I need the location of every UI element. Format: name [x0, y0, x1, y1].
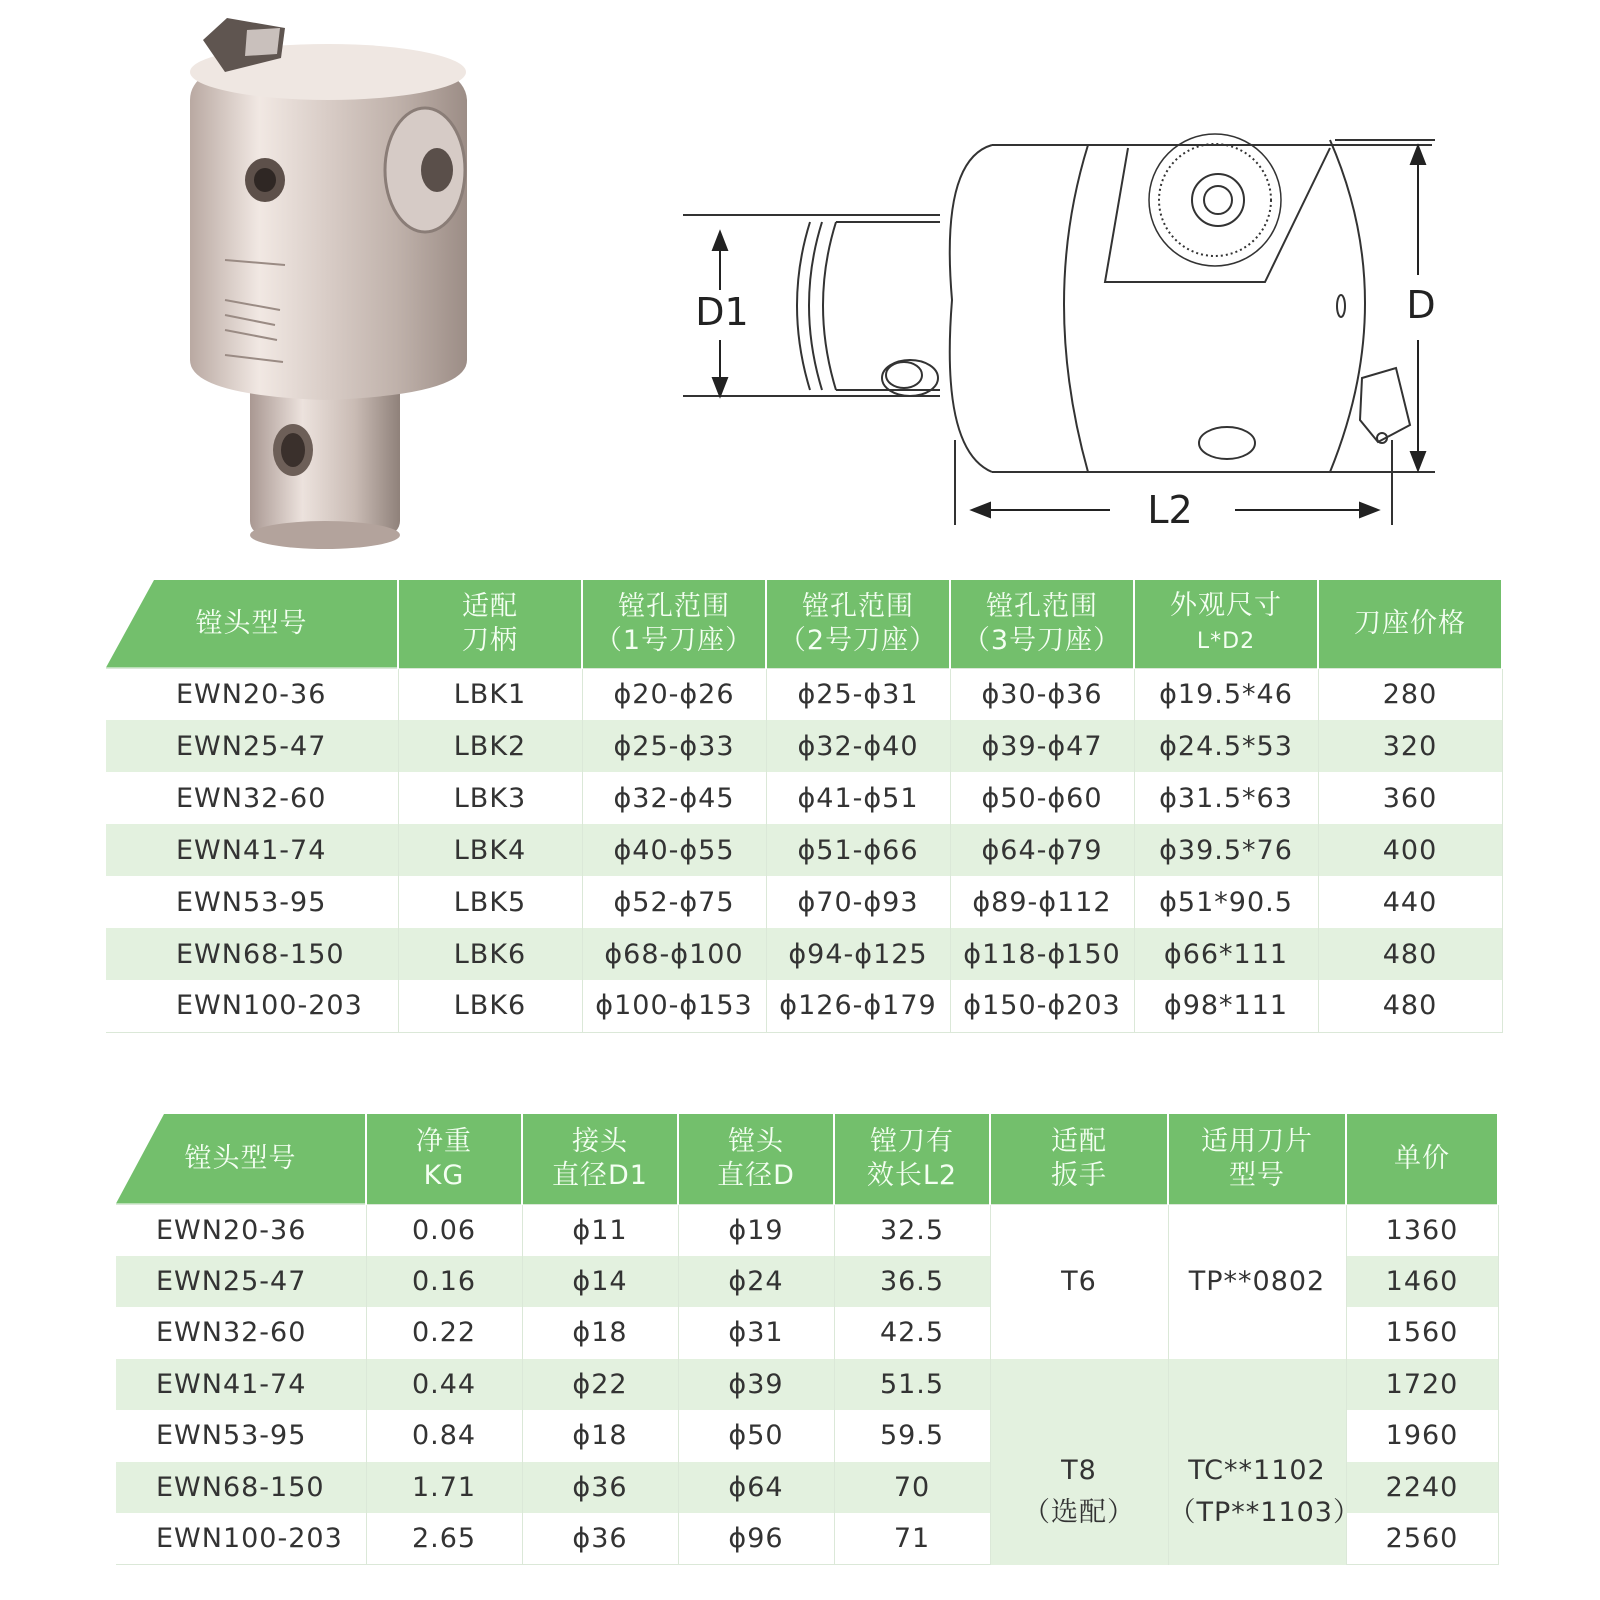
table1-header-range1: 镗孔范围 （1号刀座） — [582, 580, 766, 668]
cell-l2: 42.5 — [834, 1307, 990, 1359]
cell-d1: ϕ14 — [522, 1256, 678, 1308]
table1-header-range3: 镗孔范围 （3号刀座） — [950, 580, 1134, 668]
table2-header-unit-price: 单价 — [1346, 1114, 1498, 1204]
cell-holder: LBK1 — [398, 668, 582, 720]
cell-price: 440 — [1318, 876, 1502, 928]
cell-d: ϕ24 — [678, 1256, 834, 1308]
cell-dimensions: ϕ39.5*76 — [1134, 824, 1318, 876]
cell-model: EWN32-60 — [116, 1307, 366, 1359]
cell-model: EWN53-95 — [106, 876, 398, 928]
table-row — [106, 772, 1502, 824]
cell-unit-price: 1360 — [1346, 1204, 1498, 1256]
cell-l2: 51.5 — [834, 1359, 990, 1411]
cell-range1: ϕ40-ϕ55 — [582, 824, 766, 876]
cell-l2: 32.5 — [834, 1204, 990, 1256]
table2-header-l2: 镗刀有 效长L2 — [834, 1114, 990, 1204]
table2-header-d1: 接头 直径D1 — [522, 1114, 678, 1204]
cell-dimensions: ϕ51*90.5 — [1134, 876, 1318, 928]
cell-model: EWN25-47 — [116, 1256, 366, 1308]
table-row — [106, 928, 1502, 980]
cell-dimensions: ϕ24.5*53 — [1134, 720, 1318, 772]
insert-group2-line2: （TP**1103） — [1168, 1496, 1361, 1528]
cell-unit-price: 2240 — [1346, 1462, 1498, 1514]
cell-price: 320 — [1318, 720, 1502, 772]
cell-range3: ϕ89-ϕ112 — [950, 876, 1134, 928]
table1-header-holder: 适配 刀柄 — [398, 580, 582, 668]
product-photo — [185, 10, 485, 550]
wrench-group2-line2: （选配） — [1023, 1496, 1135, 1528]
table1-header-model: 镗头型号 — [106, 580, 398, 668]
cell-insert-group1: TP**0802 — [1168, 1204, 1346, 1359]
table1-header-range2: 镗孔范围 （2号刀座） — [766, 580, 950, 668]
cell-d1: ϕ18 — [522, 1410, 678, 1462]
cell-dimensions: ϕ19.5*46 — [1134, 668, 1318, 720]
cell-range3: ϕ30-ϕ36 — [950, 668, 1134, 720]
cell-model: EWN32-60 — [106, 772, 398, 824]
cell-range2: ϕ70-ϕ93 — [766, 876, 950, 928]
cell-holder: LBK4 — [398, 824, 582, 876]
cell-range1: ϕ100-ϕ153 — [582, 980, 766, 1032]
cell-range2: ϕ94-ϕ125 — [766, 928, 950, 980]
cell-dimensions: ϕ98*111 — [1134, 980, 1318, 1032]
cell-unit-price: 1720 — [1346, 1359, 1498, 1411]
cell-holder: LBK2 — [398, 720, 582, 772]
cell-l2: 71 — [834, 1513, 990, 1565]
cell-weight: 0.16 — [366, 1256, 522, 1308]
cell-model: EWN25-47 — [106, 720, 398, 772]
cell-holder: LBK3 — [398, 772, 582, 824]
cell-range1: ϕ20-ϕ26 — [582, 668, 766, 720]
cell-range3: ϕ64-ϕ79 — [950, 824, 1134, 876]
cell-l2: 36.5 — [834, 1256, 990, 1308]
insert-group2-line1: TC**1102 — [1188, 1454, 1326, 1486]
cell-model: EWN53-95 — [116, 1410, 366, 1462]
cell-unit-price: 1560 — [1346, 1307, 1498, 1359]
cell-range2: ϕ51-ϕ66 — [766, 824, 950, 876]
cell-d: ϕ96 — [678, 1513, 834, 1565]
cell-range1: ϕ68-ϕ100 — [582, 928, 766, 980]
cell-d: ϕ39 — [678, 1359, 834, 1411]
table-row — [106, 668, 1502, 720]
table2-header-wrench: 适配 扳手 — [990, 1114, 1168, 1204]
cell-weight: 0.44 — [366, 1359, 522, 1411]
dim-d-label: D — [1406, 283, 1436, 327]
cell-range2: ϕ25-ϕ31 — [766, 668, 950, 720]
table-row — [106, 824, 1502, 876]
cell-model: EWN41-74 — [106, 824, 398, 876]
cell-d1: ϕ18 — [522, 1307, 678, 1359]
cell-unit-price: 2560 — [1346, 1513, 1498, 1565]
cell-range1: ϕ32-ϕ45 — [582, 772, 766, 824]
cell-d1: ϕ22 — [522, 1359, 678, 1411]
cell-range3: ϕ150-ϕ203 — [950, 980, 1134, 1032]
cell-weight: 2.65 — [366, 1513, 522, 1565]
cell-range3: ϕ118-ϕ150 — [950, 928, 1134, 980]
cell-price: 360 — [1318, 772, 1502, 824]
cell-model: EWN41-74 — [116, 1359, 366, 1411]
cell-wrench-group2 — [990, 1359, 1168, 1565]
table1-header-dimensions: 外观尺寸 L*D2 — [1134, 580, 1318, 668]
wrench-group2-line1: T8 — [1061, 1454, 1097, 1486]
cell-model: EWN100-203 — [116, 1513, 366, 1565]
table2-header-d: 镗头 直径D — [678, 1114, 834, 1204]
cell-range3: ϕ50-ϕ60 — [950, 772, 1134, 824]
cell-price: 400 — [1318, 824, 1502, 876]
table2-header-model: 镗头型号 — [116, 1114, 366, 1204]
table2-header-row — [116, 1114, 1498, 1204]
cell-insert-group2 — [1168, 1359, 1361, 1565]
table-row — [116, 1204, 1498, 1256]
cell-dimensions: ϕ66*111 — [1134, 928, 1318, 980]
cell-dimensions: ϕ31.5*63 — [1134, 772, 1318, 824]
cell-wrench-group1: T6 — [990, 1204, 1168, 1359]
table2-header-weight: 净重 KG — [366, 1114, 522, 1204]
table-row — [106, 720, 1502, 772]
cell-unit-price: 1460 — [1346, 1256, 1498, 1308]
table2-header-insert: 适用刀片 型号 — [1168, 1114, 1346, 1204]
cell-model: EWN68-150 — [116, 1462, 366, 1514]
cell-range2: ϕ126-ϕ179 — [766, 980, 950, 1032]
cell-holder: LBK6 — [398, 980, 582, 1032]
cell-d1: ϕ11 — [522, 1204, 678, 1256]
spec-table-boring-range — [106, 580, 1503, 1033]
dim-l2-label: L2 — [1147, 488, 1193, 532]
cell-d1: ϕ36 — [522, 1513, 678, 1565]
cell-weight: 0.22 — [366, 1307, 522, 1359]
cell-model: EWN100-203 — [106, 980, 398, 1032]
spec-table-weights-prices — [116, 1114, 1499, 1565]
table-row — [116, 1359, 1498, 1411]
cell-price: 280 — [1318, 668, 1502, 720]
table-row — [106, 980, 1502, 1032]
dim-d1-label: D1 — [695, 290, 749, 334]
technical-drawing — [680, 125, 1440, 545]
cell-range1: ϕ52-ϕ75 — [582, 876, 766, 928]
cell-d1: ϕ36 — [522, 1462, 678, 1514]
cell-range3: ϕ39-ϕ47 — [950, 720, 1134, 772]
cell-d: ϕ31 — [678, 1307, 834, 1359]
cell-model: EWN20-36 — [116, 1204, 366, 1256]
cell-price: 480 — [1318, 928, 1502, 980]
table1-header-price: 刀座价格 — [1318, 580, 1502, 668]
cell-weight: 0.06 — [366, 1204, 522, 1256]
cell-model: EWN68-150 — [106, 928, 398, 980]
cell-l2: 59.5 — [834, 1410, 990, 1462]
table-row — [106, 876, 1502, 928]
cell-d: ϕ64 — [678, 1462, 834, 1514]
cell-range2: ϕ41-ϕ51 — [766, 772, 950, 824]
cell-d: ϕ19 — [678, 1204, 834, 1256]
cell-price: 480 — [1318, 980, 1502, 1032]
cell-unit-price: 1960 — [1346, 1410, 1498, 1462]
cell-range1: ϕ25-ϕ33 — [582, 720, 766, 772]
cell-holder: LBK6 — [398, 928, 582, 980]
cell-model: EWN20-36 — [106, 668, 398, 720]
cell-range2: ϕ32-ϕ40 — [766, 720, 950, 772]
cell-weight: 1.71 — [366, 1462, 522, 1514]
cell-l2: 70 — [834, 1462, 990, 1514]
cell-holder: LBK5 — [398, 876, 582, 928]
table1-header-row — [106, 580, 1502, 668]
cell-d: ϕ50 — [678, 1410, 834, 1462]
cell-weight: 0.84 — [366, 1410, 522, 1462]
